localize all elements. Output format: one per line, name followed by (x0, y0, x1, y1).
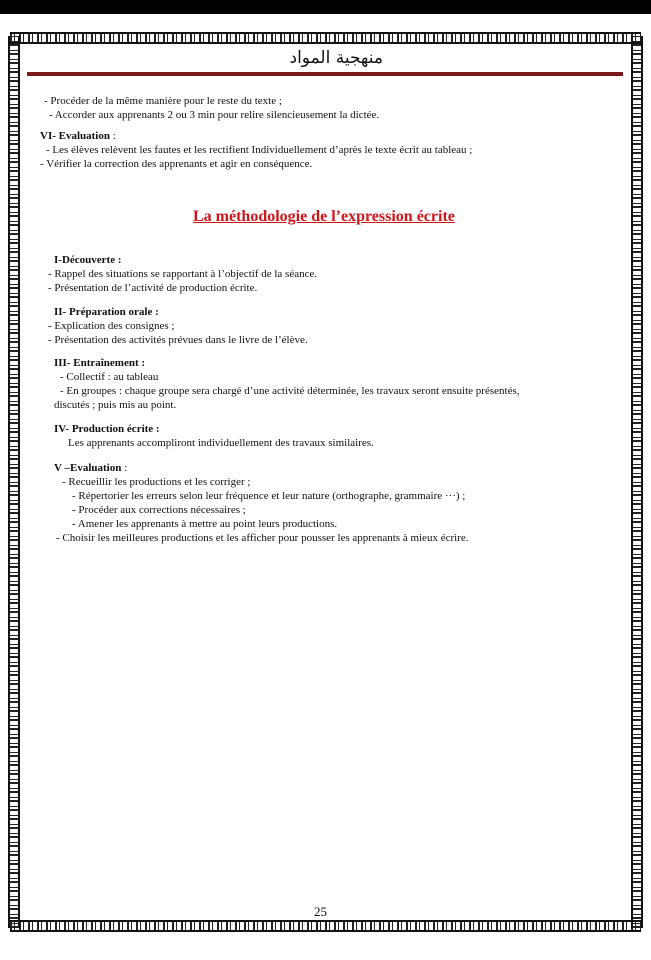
list-item: - Vérifier la correction des apprenants et agir en conséquence. (40, 158, 313, 170)
section-heading-evaluation-dictee: VI- Evaluation : (40, 130, 116, 142)
list-item: - Choisir les meilleures productions et les afficher pour pousser les apprenants à mieux écrire. (56, 532, 469, 544)
list-item: - En groupes : chaque groupe sera chargé d’une activité déterminée, les travaux seront ensuite présentés, (60, 385, 520, 397)
list-item: - Amener les apprenants à mettre au point leurs productions. (72, 518, 338, 530)
page-number: 25 (314, 904, 327, 919)
list-item: - Répertorier les erreurs selon leur fréquence et leur nature (orthographe, grammaire ···) ; (72, 490, 466, 502)
list-item: - Rappel des situations se rapportant à l’objectif de la séance. (48, 268, 318, 280)
list-item: - Collectif : au tableau (60, 371, 159, 383)
section-heading-evaluation: V –Evaluation : (54, 462, 128, 474)
list-item: - Procéder aux corrections nécessaires ; (72, 504, 246, 516)
list-item: - Explication des consignes ; (48, 320, 175, 332)
list-item: - Les élèves relèvent les fautes et les rectifient Individuellement d’après le texte écrit au tableau ; (46, 144, 473, 156)
intro-bullet: - Procéder de la même manière pour le reste du texte ; (44, 95, 282, 107)
intro-bullet: - Accorder aux apprenants 2 ou 3 min pour relire silencieusement la dictée. (49, 109, 380, 121)
list-item: discutés ; puis mis au point. (54, 399, 177, 411)
decorative-border-top (10, 32, 641, 44)
list-item: - Recueillir les productions et les corriger ; (62, 476, 251, 488)
decorative-border-right (631, 36, 643, 928)
header-title: منهجية المواد (289, 48, 383, 68)
section-heading-preparation: II- Préparation orale : (54, 306, 159, 318)
list-item: - Présentation des activités prévues dans le livre de l’élève. (48, 334, 308, 346)
header-rule (27, 72, 623, 76)
section-heading-decouverte: I-Découverte : (54, 254, 122, 266)
decorative-border-bottom (10, 920, 641, 932)
list-item: - Présentation de l’activité de production écrite. (48, 282, 258, 294)
list-item: Les apprenants accompliront individuellement des travaux similaires. (68, 437, 374, 449)
section-heading-entrainement: III- Entraînement : (54, 357, 146, 369)
main-title: La méthodologie de l’expression écrite (193, 208, 455, 225)
section-heading-production: IV- Production écrite : (54, 423, 160, 435)
document-page (0, 14, 651, 960)
decorative-border-left (8, 36, 20, 928)
